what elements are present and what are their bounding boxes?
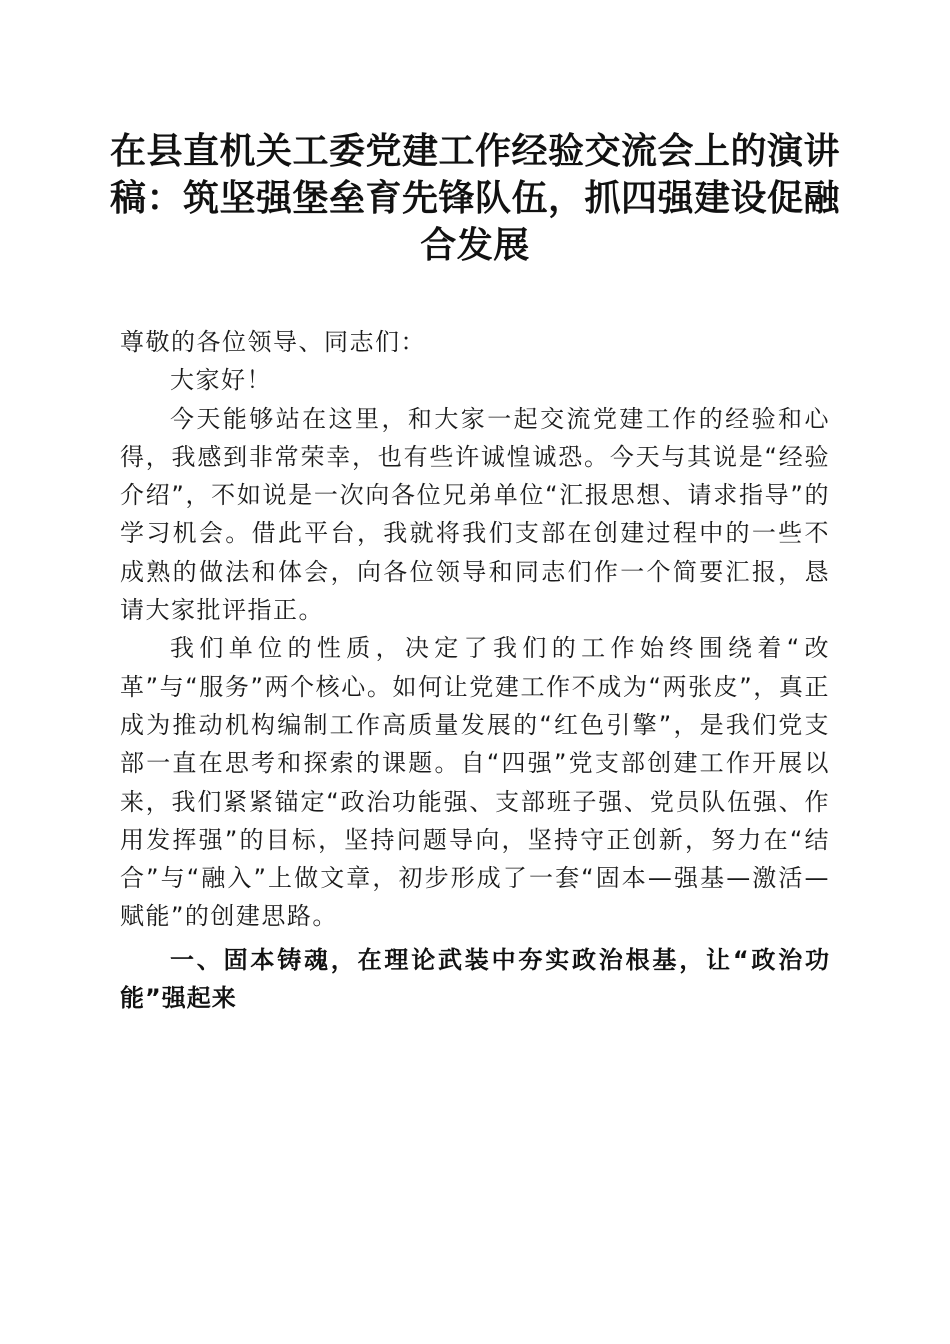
section-heading: 一、固本铸魂，在理论武装中夯实政治根基，让“政治功能”强起来 [120, 945, 830, 1013]
document-title: 在县直机关工委党建工作经验交流会上的演讲稿：筑坚强堡垒育先锋队伍，抓四强建设促融合发展 [110, 130, 841, 266]
greeting: 大家好！ [170, 366, 272, 395]
salutation: 尊敬的各位领导、同志们： [120, 328, 426, 356]
body-paragraph: 我们单位的性质，决定了我们的工作始终围绕着“改革”与“服务”两个核心。如何让党建工作不成为“两张皮”，真正成为推动机构编制工作高质量发展的“红色引擎”，是我们党支部一直在思考和探索的课题。自“四强”党支部创建工作开展以来，我们紧紧锚定“政治功能强、支部班子强、党员队伍强、作用发挥强”的目标，坚持问题导向，坚持守正创新，努力在“结合”与“融入”上做文章，初步形成了一套“固本—强基—激活—赋能”的创建思路。 [120, 634, 830, 931]
document-body [120, 323, 830, 1017]
body-paragraph: 今天能够站在这里，和大家一起交流党建工作的经验和心得，我感到非常荣幸，也有些许诚惶诚恐。今天与其说是“经验介绍”，不如说是一次向各位兄弟单位“汇报思想、请求指导”的学习机会。借此平台，我就将我们支部在创建过程中的一些不成熟的做法和体会，向各位领导和同志们作一个简要汇报，恳请大家批评指正。 [120, 404, 830, 625]
